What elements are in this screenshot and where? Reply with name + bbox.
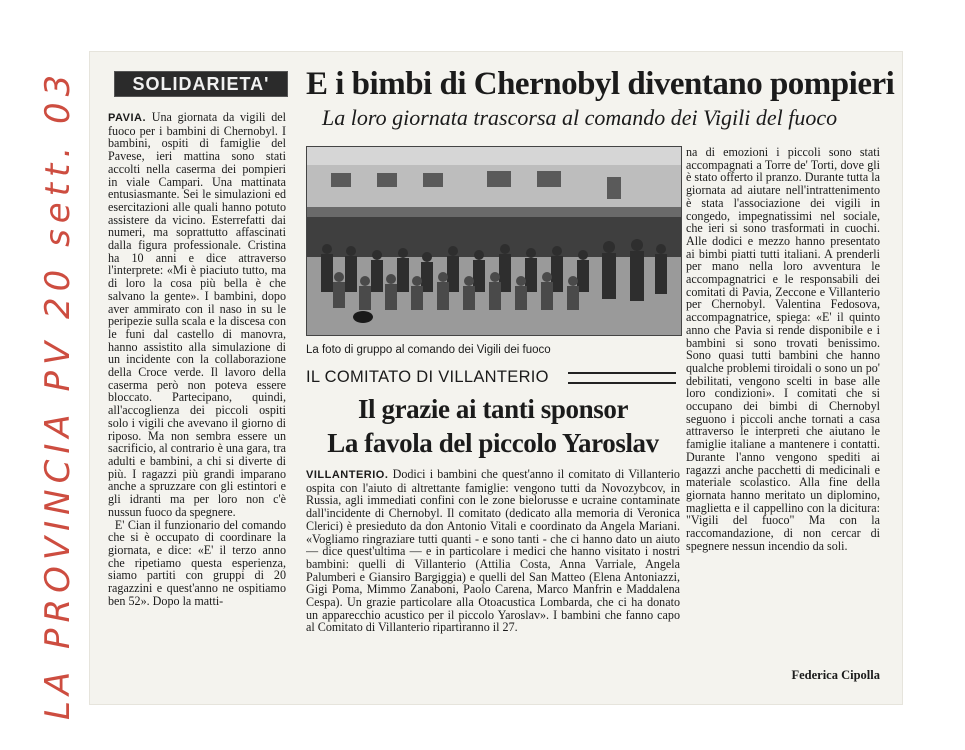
box-title [306, 392, 680, 460]
article-subheadline: La loro giornata trascorsa al comando dei Vigili del fuoco [322, 105, 838, 130]
box-title-line-1: Il grazie ai tanti sponsor [357, 394, 629, 424]
photo-caption: La foto di gruppo al comando dei Vigili dei fuoco [306, 344, 551, 356]
box-title-line-2: La favola del piccolo Yaroslav [327, 428, 659, 458]
article-headline: E i bimbi di Chernobyl diventano pompieri [306, 66, 895, 102]
article-column-3 [686, 146, 880, 684]
box-kicker-rule [568, 372, 676, 384]
column-1-text-continued: E' Cian il funzionario del comando che si è occupato di coordinare la giornata, e dice: «E' il terzo anno che ripetiamo questa esperienza, siamo partiti con gruppi di 20 ragazzini e quest'anno ne ospitiamo ben 52». Dopo la matti- [108, 517, 286, 608]
handwritten-source-note: LA PROVINCIA PV 20 sett. 03 [38, 68, 78, 720]
box-kicker-label: IL COMITATO DI VILLANTERIO [306, 368, 549, 386]
box-dateline: VILLANTERIO. [306, 469, 389, 481]
box-kicker [306, 366, 680, 388]
column-3-text: na di emozioni i piccoli sono stati accompagnati a Torre de' Torti, dove gli è stato offerto il pranzo. Durante tutta la giornata ad aiutare nell'intrattenimento è stata l'associazione dei vigili in congedo, impegnatissimi nel sociale, che ieri si sono trasformati in cuochi. Alle dodici e mezzo hanno presentato ai bimbi piatti tutti italiani. A prenderli per mano nella loro avventura le accompagnatrici e le responsabili dei comitati di Pavia, Zeccone e Villanterio per Chernobyl. Valentina Fedosova, accompagnatrice, spiega: «E' il quinto anno che Pavia si rende disponibile e i bambini si sono trovati benissimo. Sono quasi tutti bambini che hanno qualche problemi tiroidali o sono un po' debilitati, vengono scelti in base alle loro condizioni». I comitati che si occupano dei bimbi di Chernobyl seguono i piccoli anche tornati a casa attraverso le interpreti che aiutano le famiglie italiane a mantenere i contatti. Durante l'anno vengono spediti ai ragazzi anche pacchetti di medicinali e materiale scolastico. Alla fine della giornata hanno meritato un diplomino, maglietta e il cappellino con la dicitura: "Vigili del fuoco" Ma con la raccomandazione, di non cercar di spegnere nessun incendio da soli. [686, 146, 880, 553]
box-text: Dodici i bambini che quest'anno il comitato di Villanterio ospita con l'aiuto di altrettante famiglie: vengono tutti da Novozybcov, in Russia, agli immediati confini con le zone bielorusse e ucraine contaminate dall'incidente di Chernobyl. Il comitato (dedicato alla memoria di Veronica Clerici) è presieduto da don Antonio Vitali e coordinato da Angela Mariani. «Vogliamo ringraziare tutti quanti - e sono tanti - che ci hanno dato un aiuto — dice quest'ultima — e in particolare i medici che hanno visitato i nostri bambini: quelli di Villanterio (Attilia Costa, Anna Varriale, Angela Palumberi e Giansiro Bargiggia) e quelli del San Matteo (Elena Antoniazzi, Gigi Poma, Mimmo Zanaboni, Paolo Carena, Marco Manfrin e Maddalena Cespa). Un grazie particolare alla Otoacustica Lombarda, che ci ha donato un apparecchio acustico per il piccolo Yaroslav». I bambini che fanno capo al Comitato di Villanterio ripartiranno il 27. [306, 468, 680, 635]
column-1-text: Una giornata da vigili del fuoco per i bambini di Chernobyl. I bambini, ospiti di famiglie del Pavese, ieri mattina sono stati accolti nella caserma dei pompieri in viale Campari. Una mattinata entusiasmante. Sei le simulazioni ed esercitazioni alle quali hanno potuto assistere da vicino. Esterrefatti dai numeri, ma soprattutto affascinati dalla figura professionale. Cristina ha 10 anni e dice attraverso l'interprete: «Mi è piaciuto tutto, ma di loro la cosa più bella è che salvano la gente». I bambini, dopo aver ammirato con il naso in su le peripezie sulla scala e la discesa con le funi dal castello di manovra, hanno assistito alla simulazione di un incidente con la collaborazione della Croce verde. Il lavoro della caserma però non poteva essere bloccato. Partecipano, quindi, all'accoglienza dei piccoli ospiti solo i vigili che avevano il giorno di riposo. Ma non sembra essere un sacrificio, al contrario è una gara, tra adulti e bambini, a chi si diverte di più. I ragazzi più grandi imparano anche a spruzzare con gli estintori e gli idranti ma per loro non c'è nussun fuoco da spegnere. [108, 111, 286, 519]
article-column-1 [108, 111, 286, 683]
dateline: PAVIA. [108, 112, 147, 124]
box-article-text [306, 468, 680, 674]
byline: Federica Cipolla [791, 668, 880, 682]
group-photo [306, 146, 682, 336]
group-photo-image [307, 147, 681, 335]
section-kicker: SOLIDARIETA' [114, 71, 288, 97]
